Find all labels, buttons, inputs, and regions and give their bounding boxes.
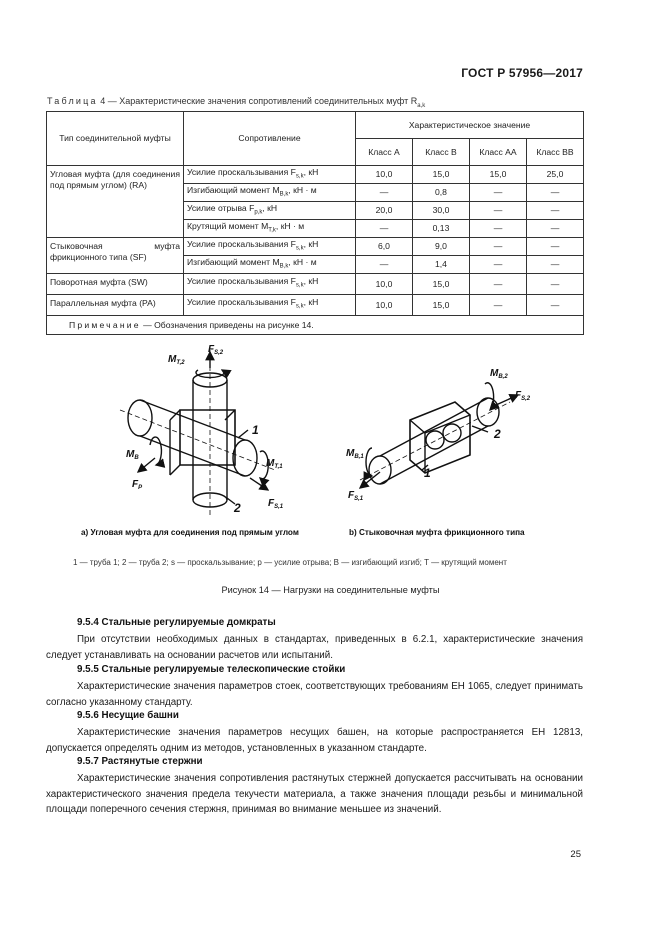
value-cell: — (470, 202, 527, 220)
value-cell: — (356, 256, 413, 274)
figure-caption-b: b) Стыковочная муфта фрикционного типа (349, 528, 525, 537)
value-cell: 1,4 (413, 256, 470, 274)
table-row (47, 166, 584, 184)
label-mt2: $M_{T,2}$ (168, 354, 185, 366)
value-cell: — (356, 220, 413, 238)
label-tube-1: 1 (252, 423, 259, 437)
resistance-cell: Усилие проскальзывания $F_{s,k}$, кН (184, 295, 356, 316)
header-resistance: Сопротивление (184, 112, 356, 166)
value-cell: 15,0 (413, 274, 470, 295)
value-cell: 0,8 (413, 184, 470, 202)
standard-designation: ГОСТ Р 57956—2017 (461, 66, 583, 80)
value-cell: — (527, 184, 584, 202)
label-fs1-b: $F_{S,1}$ (348, 490, 364, 502)
value-cell: — (527, 220, 584, 238)
resistance-cell: Изгибающий момент $M_{B,k}$, кН · м (184, 184, 356, 202)
section-text-955: Характеристические значения параметров стоек, соответствующих требованиям ЕН 1065, следует принимать согласно указанному стандарту. (46, 681, 583, 708)
label-mb: $M_B$ (126, 449, 139, 461)
resistance-cell: Изгибающий момент $M_{B,k}$, кН · м (184, 256, 356, 274)
value-cell: 10,0 (356, 295, 413, 316)
resistance-cell: Усилие проскальзывания $F_{s,k}$, кН (184, 274, 356, 295)
label-fp: $F_P$ (132, 479, 143, 491)
coupler-type-cell: Стыковочная муфта фрикционного типа (SF) (47, 238, 184, 274)
value-cell: 9,0 (413, 238, 470, 256)
section-heading-955: 9.5.5 Стальные регулируемые телескопические стойки (77, 664, 346, 675)
section-text-956: Характеристические значения параметров несущих башен, на которые распространяется ЕН 12813, допускается определять одним из методов, установленных в указанном стандарте. (46, 727, 583, 754)
header-class: Класс B (413, 139, 470, 166)
resistance-table (46, 111, 584, 335)
resistance-cell: Крутящий момент $M_{T,k}$, кН · м (184, 220, 356, 238)
coupler-type-cell: Параллельная муфта (PA) (47, 295, 184, 316)
value-cell: — (527, 256, 584, 274)
value-cell: — (470, 295, 527, 316)
value-cell: 15,0 (470, 166, 527, 184)
value-cell: — (470, 184, 527, 202)
label-fs2: $F_{S,2}$ (208, 344, 224, 356)
resistance-cell: Усилие проскальзывания $F_{s,k}$, кН (184, 238, 356, 256)
figure-legend: 1 — труба 1; 2 — труба 2; s — проскальзывание; p — усилие отрыва; B — изгибающий изгиб; T — крутящий момент (73, 558, 507, 567)
page-number: 25 (570, 849, 581, 860)
value-cell: 25,0 (527, 166, 584, 184)
header-class: Класс АА (470, 139, 527, 166)
table-caption: Таблица 4 — Характеристические значения сопротивлений соединительных муфт $R_{a,k}$ (47, 96, 426, 109)
value-cell: — (470, 256, 527, 274)
value-cell: — (470, 238, 527, 256)
value-cell: 0,13 (413, 220, 470, 238)
section-heading-954: 9.5.4 Стальные регулируемые домкраты (77, 617, 276, 628)
resistance-cell: Усилие проскальзывания $F_{s,k}$, кН (184, 166, 356, 184)
value-cell: — (527, 238, 584, 256)
table-row (47, 295, 584, 316)
table-row (47, 238, 584, 256)
section-text-957: Характеристические значения сопротивления растянутых стержней допускается рассчитывать на основании характеристического значения предела текучести материала, а также значения площади резьбы и минимальной площади поперечного сечения стержня, принимая во внимание меньшее из значений. (46, 773, 583, 815)
section-text-954: При отсутствии необходимых данных в стандартах, приведенных в 6.2.1, характеристические значения следует устанавливать на основании расчетов или испытаний. (46, 634, 583, 661)
label-mb1: $M_{B,1}$ (346, 448, 364, 460)
table-note: Примечание — Обозначения приведены на рисунке 14. (47, 316, 584, 335)
label-tube-2: 2 (234, 501, 241, 515)
value-cell: 10,0 (356, 274, 413, 295)
value-cell: 15,0 (413, 166, 470, 184)
label-tube-1-b: 1 (424, 466, 431, 480)
coupler-type-cell: Поворотная муфта (SW) (47, 274, 184, 295)
section-heading-956: 9.5.6 Несущие башни (77, 710, 179, 721)
value-cell: — (470, 274, 527, 295)
value-cell: — (527, 202, 584, 220)
header-type: Тип соединительной муфты (47, 112, 184, 166)
resistance-cell: Усилие отрыва $F_{p,k}$, кН (184, 202, 356, 220)
label-fs1: $F_{S,1}$ (268, 498, 284, 510)
value-cell: — (527, 274, 584, 295)
value-cell: 30,0 (413, 202, 470, 220)
value-cell: 10,0 (356, 166, 413, 184)
header-class: Класс ВВ (527, 139, 584, 166)
value-cell: — (470, 220, 527, 238)
value-cell: — (356, 184, 413, 202)
figure-14-drawing (110, 340, 550, 520)
value-cell: — (527, 295, 584, 316)
table-row (47, 274, 584, 295)
header-class: Класс А (356, 139, 413, 166)
section-heading-957: 9.5.7 Растянутые стержни (77, 756, 203, 767)
label-tube-2-b: 2 (494, 427, 501, 441)
figure-caption-a: а) Угловая муфта для соединения под прямым углом (81, 528, 299, 537)
figure-title: Рисунок 14 — Нагрузки на соединительные муфты (221, 585, 440, 595)
label-mt1: $M_{T,1}$ (266, 458, 283, 470)
label-mb2: $M_{B,2}$ (490, 368, 508, 380)
value-cell: 15,0 (413, 295, 470, 316)
value-cell: 6,0 (356, 238, 413, 256)
label-fs2-b: $F_{S,2}$ (515, 390, 531, 402)
header-characteristic: Характеристическое значение (356, 112, 584, 139)
coupler-type-cell: Угловая муфта (для соединения под прямым углом) (RA) (47, 166, 184, 238)
value-cell: 20,0 (356, 202, 413, 220)
